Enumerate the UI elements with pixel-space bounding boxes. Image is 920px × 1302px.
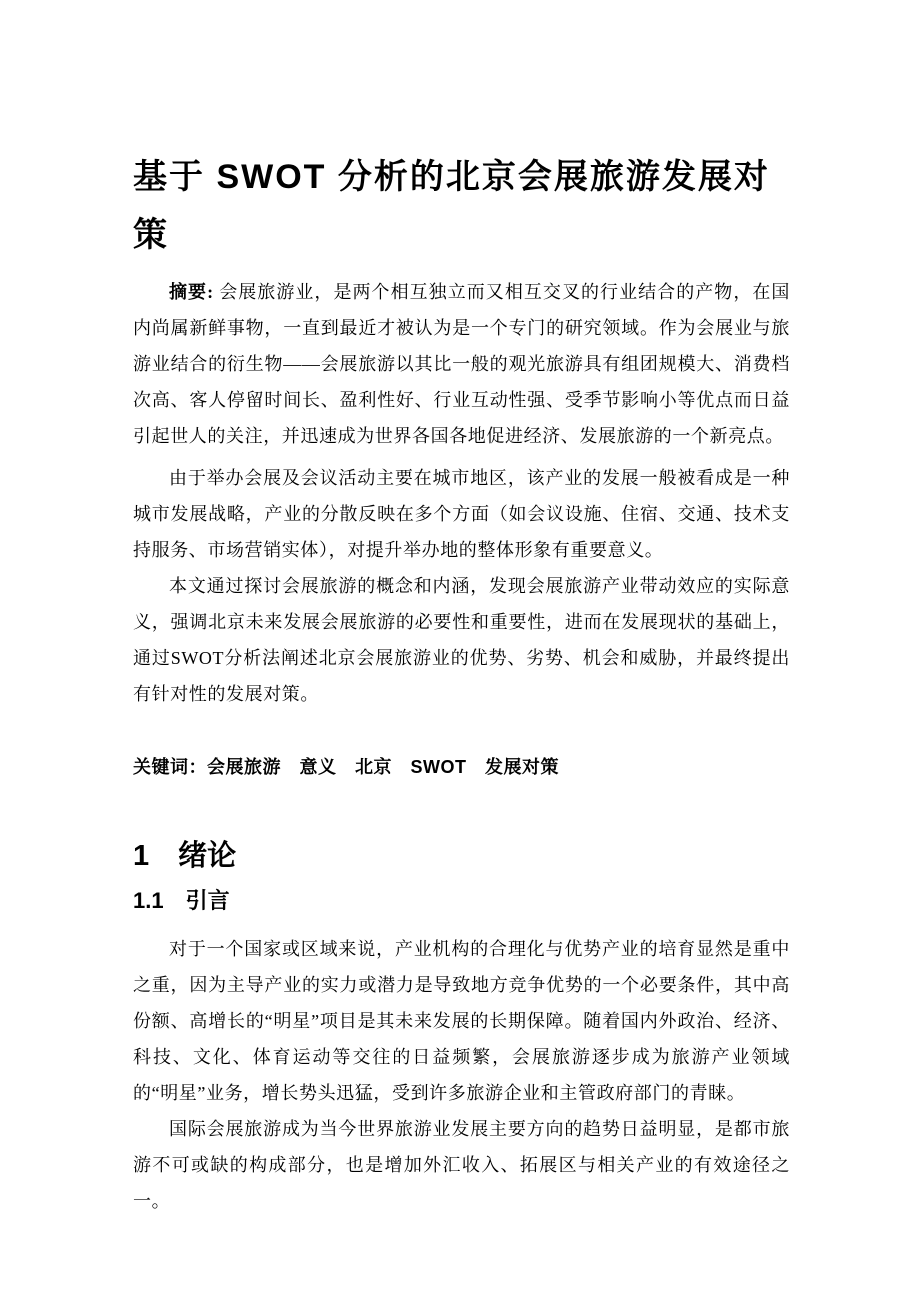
- abstract-paragraph: [133, 274, 790, 454]
- intro-paragraph-2: 国际会展旅游成为当今世界旅游业发展主要方向的趋势日益明显，是都市旅游不可或缺的构成部分，也是增加外汇收入、拓展区与相关产业的有效途径之一。: [133, 1119, 790, 1211]
- abstract-label: 摘要:: [169, 282, 214, 302]
- intro-paragraph-1: 对于一个国家或区域来说，产业机构的合理化与优势产业的培育显然是重中之重，因为主导产业的实力或潜力是导致地方竞争优势的一个必要条件，其中高份额、高增长的“明星”项目是其未来发展的长期保障。随着国内外政治、经济、科技、文化、体育运动等交往的日益频繁，会展旅游逐步成为旅游产业领域的“明星”业务，增长势头迅猛，受到许多旅游企业和主管政府部门的青睐。: [133, 939, 790, 1103]
- keywords-line: 关键词：会展旅游 意义 北京 SWOT 发展对策: [133, 757, 559, 777]
- paragraph-city-strategy: 由于举办会展及会议活动主要在城市地区，该产业的发展一般被看成是一种城市发展战略，产业的分散反映在多个方面（如会议设施、住宿、交通、技术支持服务、市场营销实体），对提升举办地的整体形象有重要意义。: [133, 468, 790, 560]
- document-title: 基于 SWOT 分析的北京会展旅游发展对策: [133, 158, 770, 254]
- section-1-heading: 1 绪论: [133, 840, 237, 872]
- section-1-1-heading: 1.1 引言: [133, 888, 230, 913]
- abstract-text: 会展旅游业，是两个相互独立而又相互交叉的行业结合的产物，在国内尚属新鲜事物，一直到最近才被认为是一个专门的研究领域。作为会展业与旅游业结合的衍生物——会展旅游以其比一般的观光旅游具有组团规模大、消费档次高、客人停留时间长、盈利性好、行业互动性强、受季节影响小等优点而日益引起世人的关注，并迅速成为世界各国各地促进经济、发展旅游的一个新亮点。: [133, 282, 790, 446]
- paragraph-thesis-overview: 本文通过探讨会展旅游的概念和内涵，发现会展旅游产业带动效应的实际意义，强调北京未来发展会展旅游的必要性和重要性，进而在发展现状的基础上，通过SWOT分析法阐述北京会展旅游业的优势、劣势、机会和威胁，并最终提出有针对性的发展对策。: [133, 576, 790, 704]
